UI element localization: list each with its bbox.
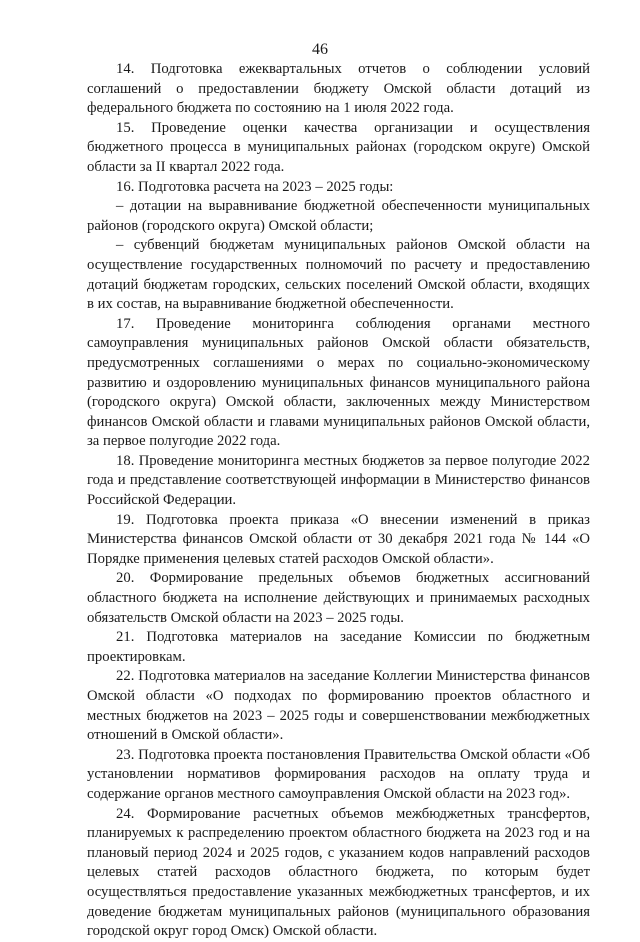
paragraph-item-22: 22. Подготовка материалов на заседание Коллегии Министерства финансов Омской области «О подходах по формированию проектов областного и местных бюджетов на 2023 – 2025 годы и совершенствовании межбюджетных отношений в Омской области». bbox=[87, 668, 590, 744]
paragraph-item-21: 21. Подготовка материалов на заседание Комиссии по бюджетным проектировкам. bbox=[87, 629, 590, 665]
paragraph-item-16: 16. Подготовка расчета на 2023 – 2025 годы: bbox=[116, 178, 394, 195]
paragraph-subitem-subventions: – субвенций бюджетам муниципальных районов Омской области на осуществление государственных полномочий по расчету и предоставлению дотаций бюджетам городских, сельских поселений Омской области, входящих в их состав, на выравнивание бюджетной обеспеченности. bbox=[87, 237, 590, 313]
paragraph-item-19: 19. Подготовка проекта приказа «О внесении изменений в приказ Министерства финансов Омской области от 30 декабря 2021 года № 144 «О Порядке применения целевых статей расходов Омской области». bbox=[87, 511, 590, 567]
paragraph-item-14: 14. Подготовка ежеквартальных отчетов о соблюдении условий соглашений о предоставлении бюджету Омской области дотаций из федерального бюджета по состоянию на 1 июля 2022 года. bbox=[87, 61, 590, 117]
document-body bbox=[87, 60, 590, 942]
paragraph-item-20: 20. Формирование предельных объемов бюджетных ассигнований областного бюджета на исполнение действующих и принимаемых расходных обязательств Омской области на 2023 – 2025 годы. bbox=[87, 570, 590, 626]
paragraph-subitem-dotations: – дотации на выравнивание бюджетной обеспеченности муниципальных районов (городского округа) Омской области; bbox=[87, 198, 590, 234]
paragraph-item-15: 15. Проведение оценки качества организации и осуществления бюджетного процесса в муниципальных районах (городском округе) Омской области за II квартал 2022 года. bbox=[87, 119, 590, 175]
paragraph-item-17: 17. Проведение мониторинга соблюдения органами местного самоуправления муниципальных районов Омской области обязательств, предусмотренных соглашениями о мерах по социально-экономическому развитию и оздоровлению муниципальных финансов муниципального района (городского округа) Омской области, заключенных между Министерством финансов Омской области и главами муниципальных районов Омской области, за первое полугодие 2022 года. bbox=[87, 315, 590, 450]
paragraph-item-18: 18. Проведение мониторинга местных бюджетов за первое полугодие 2022 года и представление соответствующей информации в Министерство финансов Российской Федерации. bbox=[87, 452, 590, 509]
paragraph-item-24: 24. Формирование расчетных объемов межбюджетных трансфертов, планируемых к распределению проектом областного бюджета на 2023 год и на плановый период 2024 и 2025 годов, с указанием кодов направлений расходов целевых статей расходов областного бюджета, по которым будет осуществляться предоставление указанных межбюджетных трансфертов, и их доведение бюджетам муниципальных районов (муниципального образования городской округ город Омск) Омской области. bbox=[87, 805, 590, 940]
page-number: 46 bbox=[312, 41, 328, 58]
paragraph-item-23: 23. Подготовка проекта постановления Правительства Омской области «Об установлении нормативов формирования расходов на оплату труда и содержание органов местного самоуправления Омской области на 2023 год». bbox=[87, 746, 590, 802]
